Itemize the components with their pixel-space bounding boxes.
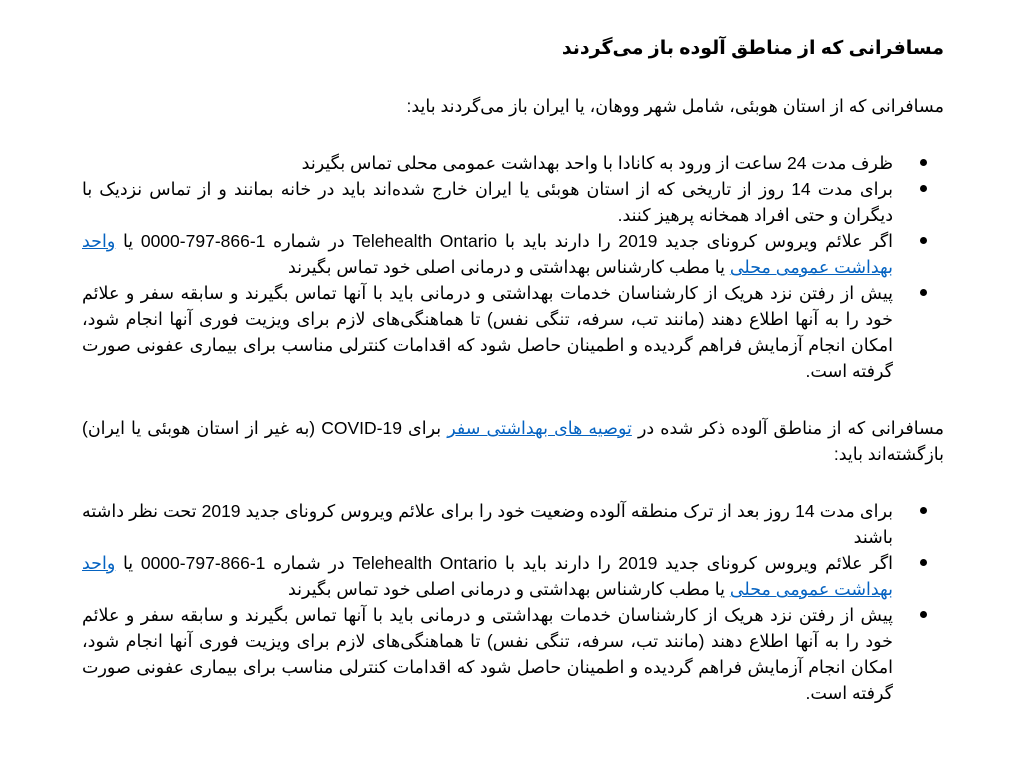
list-item-call-before-visit xyxy=(82,602,944,706)
list-item-symptoms-telehealth xyxy=(82,550,944,602)
hubei-iran-returnees-list xyxy=(82,150,944,384)
list-item-self-monitor-14-days xyxy=(82,498,944,550)
affected-areas-paragraph xyxy=(82,415,944,467)
list-item-text: یا مطب کارشناس بهداشتی و درمانی اصلی خود تماس بگیرند xyxy=(288,579,730,599)
intro-paragraph: مسافرانی که از استان هوبئی، شامل شهر ووهان، یا ایران باز می‌گردند باید: xyxy=(406,96,944,116)
bullet-icon xyxy=(920,185,927,192)
bullet-icon xyxy=(920,611,927,618)
list-item-text: برای مدت 14 روز بعد از ترک منطقه آلوده وضعیت خود را برای علائم ویروس کرونای جدید 2019 تحت نظر داشته باشند xyxy=(82,501,893,547)
paragraph-text: برای COVID-19 (به غیر از استان هوبئی یا ایران) بازگشته‌اند باید: xyxy=(82,418,944,464)
travel-health-advice-link[interactable]: توصیه های بهداشتی سفر xyxy=(447,418,632,438)
paragraph-text: مسافرانی که از مناطق آلوده ذکر شده در xyxy=(631,418,945,438)
bullet-icon xyxy=(920,559,927,566)
list-item-text: ظرف مدت 24 ساعت از ورود به کانادا با واحد بهداشت عمومی محلی تماس بگیرند xyxy=(301,153,893,173)
list-item-text: اگر علائم ویروس کرونای جدید 2019 را دارند باید با Telehealth Ontario در شماره 1-866-797-0000 یا xyxy=(115,553,894,573)
list-item-text: برای مدت 14 روز از تاریخی که از استان هوبئی یا ایران خارج شده‌اند باید در خانه بمانند و از تماس نزدیک با دیگران و حتی افراد همخانه پرهیز کنند. xyxy=(82,179,893,225)
bullet-icon xyxy=(920,507,927,514)
list-item-call-before-visit xyxy=(82,280,944,384)
page-title: مسافرانی که از مناطق آلوده باز می‌گردند xyxy=(561,38,944,59)
list-item-text: اگر علائم ویروس کرونای جدید 2019 را دارند باید با Telehealth Ontario در شماره 1-866-797-0000 یا xyxy=(115,231,894,251)
bullet-icon xyxy=(920,237,927,244)
other-affected-areas-list xyxy=(82,498,944,706)
bullet-icon xyxy=(920,289,927,296)
public-health-unit-link[interactable]: واحد بهداشت عمومی محلی xyxy=(82,553,893,599)
list-item-text: پیش از رفتن نزد هریک از کارشناسان خدمات بهداشتی و درمانی باید با آنها تماس بگیرند و سابقه سفر و علائم خود را به آنها اطلاع دهند (مانند تب، سرفه، تنگی نفس) تا هماهنگی‌های لازم برای ویزیت فوری آنها انجام شود، امکان انجام آزمایش فراهم گردیده و اطمینان حاصل شود که اقدامات کنترلی مناسب برای بیماری عفونی صورت گرفته است. xyxy=(82,605,893,703)
list-item-stay-home-14-days xyxy=(82,176,944,228)
bullet-icon xyxy=(920,159,927,166)
list-item-text: پیش از رفتن نزد هریک از کارشناسان خدمات بهداشتی و درمانی باید با آنها تماس بگیرند و سابقه سفر و علائم خود را به آنها اطلاع دهند (مانند تب، سرفه، تنگی نفس) تا هماهنگی‌های لازم برای ویزیت فوری آنها انجام شود، امکان انجام آزمایش فراهم گردیده و اطمینان حاصل شود که اقدامات کنترلی مناسب برای بیماری عفونی صورت گرفته است. xyxy=(82,283,893,381)
list-item-text: یا مطب کارشناس بهداشتی و درمانی اصلی خود تماس بگیرند xyxy=(288,257,730,277)
public-health-unit-link[interactable]: واحد بهداشت عمومی محلی xyxy=(82,231,893,277)
list-item-contact-24h xyxy=(82,150,944,176)
list-item-symptoms-telehealth xyxy=(82,228,944,280)
